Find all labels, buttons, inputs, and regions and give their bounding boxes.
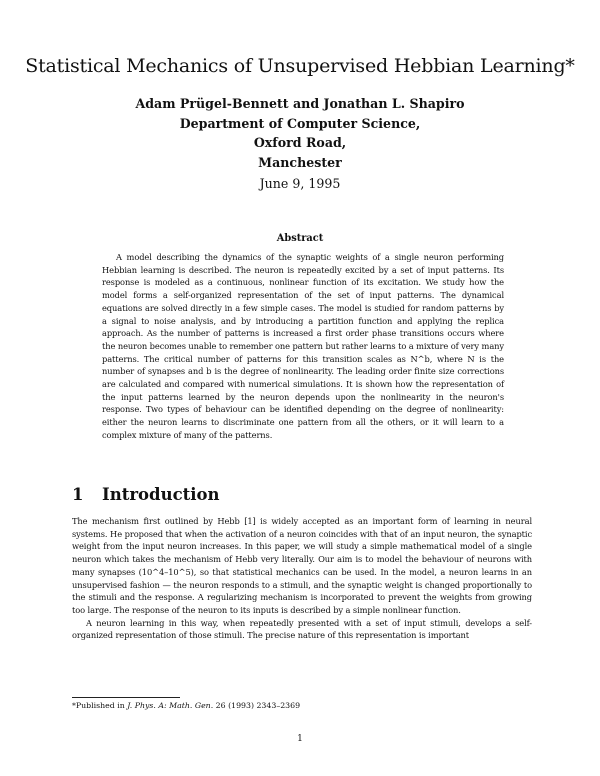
author-block <box>0 94 600 172</box>
footnote <box>72 700 300 711</box>
footnote-journal: J. Phys. A: Math. Gen. <box>127 701 214 710</box>
author-names: Adam Prügel-Bennett and Jonathan L. Shapiro <box>135 96 465 111</box>
abstract-heading: Abstract <box>276 233 324 244</box>
section-heading <box>72 484 220 506</box>
paper-date: June 9, 1995 <box>259 176 341 191</box>
paper-title: Statistical Mechanics of Unsupervised Hebbian Learning* <box>25 55 575 77</box>
section-number: 1 <box>72 485 84 504</box>
introduction-body <box>72 515 532 642</box>
intro-paragraph: A neuron learning in this way, when repeatedly presented with a set of input stimuli, develops a self-organized representation of those stimuli. The precise nature of this representation is important <box>72 617 532 641</box>
affiliation-line: Manchester <box>258 154 342 170</box>
footnote-suffix: 26 (1993) 2343–2369 <box>213 701 301 710</box>
intro-paragraph: The mechanism first outlined by Hebb [1] is widely accepted as an important form of learning in neural systems. He proposed that when the activation of a neuron coincides with that of an input neuron, the synaptic weight from the input neuron increases. In this paper, we will study a simple mathematical model of a single neuron which takes the mechanism of Hebb very literally. Our aim is to model the behaviour of neurons with many synapses (10^4–10^5), so that statistical mechanics can be used. In the model, a neuron learns in an unsupervised fashion — the neuron responds to a stimuli, and the synaptic weight is changed proportionally to the stimuli and the response. A regularizing mechanism is incorporated to prevent the weights from growing too large. The response of the neuron to its inputs is described by a simple nonlinear function. <box>72 516 532 615</box>
affiliation-line: Oxford Road, <box>253 135 347 150</box>
abstract-text: A model describing the dynamics of the synaptic weights of a single neuron performing Hebbian learning is described. The neuron is repeatedly excited by a set of input patterns. Its response is modeled as a continuous, nonlinear function of its excitation. We study how the model forms a self-organized representation of the set of input patterns. The dynamical equations are solved directly in a few simple cases. The model is studied for random patterns by a signal to noise analysis, and by introducing a partition function and applying the replica approach. As the number of patterns is increased a first order phase transitions occurs where the neuron becomes unable to remember one pattern but rather learns to a mixture of very many patterns. The critical number of patterns for this transition scales as N^b, where N is the number of synapses and b is the degree of nonlinearity. The leading order finite size corrections are calculated and compared with numerical simulations. It is shown how the representation of the input patterns learned by the neuron depends upon the nonlinearity in the neuron's response. Two types of behaviour can be identified depending on the degree of nonlinearity: either the neuron learns to discriminate one pattern from all the others, or it will learn to a complex mixture of many of the patterns. <box>102 252 504 440</box>
footnote-prefix: *Published in <box>72 701 128 710</box>
page-number: 1 <box>297 734 303 744</box>
section-title: Introduction <box>102 485 220 504</box>
footnote-divider <box>72 697 180 698</box>
affiliation-line: Department of Computer Science, <box>179 115 421 131</box>
